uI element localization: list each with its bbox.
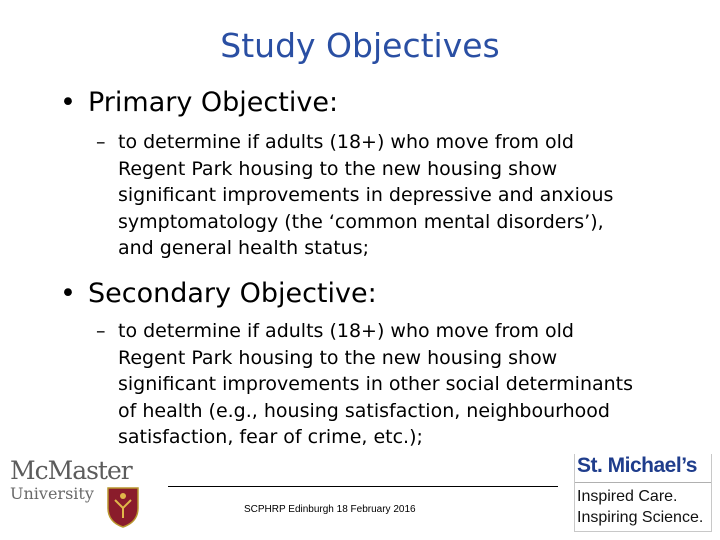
primary-objective-heading: Primary Objective: <box>88 87 339 118</box>
mcmaster-logo-subtitle: University <box>10 484 94 503</box>
footer-divider <box>168 486 558 487</box>
dash-marker: – <box>96 320 106 342</box>
bullet-dot: • <box>60 278 76 309</box>
text-line: and general health status; <box>118 237 370 259</box>
text-line: symptomatology (the ‘common mental disorders’), <box>118 210 604 233</box>
st-michaels-logo-divider <box>575 482 711 483</box>
slide-title: Study Objectives <box>220 26 500 65</box>
text-line: to determine if adults (18+) who move from old <box>118 131 574 153</box>
text-line: Regent Park housing to the new housing show <box>118 157 558 180</box>
text-line: of health (e.g., housing satisfaction, neighbourhood <box>118 399 610 422</box>
text-line: satisfaction, fear of crime, etc.); <box>118 426 423 448</box>
st-michaels-tagline-2: Inspiring Science. <box>577 509 704 526</box>
primary-objective-bullet <box>60 86 338 120</box>
text-line: to determine if adults (18+) who move from old <box>118 320 574 342</box>
dash-marker: – <box>96 131 106 153</box>
primary-objective-text <box>96 129 676 262</box>
st-michaels-logo-name: St. Michael’s <box>577 454 697 477</box>
text-line: Regent Park housing to the new housing show <box>118 346 558 369</box>
mcmaster-logo <box>10 456 142 532</box>
st-michaels-tagline-1: Inspired Care. <box>577 488 678 505</box>
crest-icon <box>106 486 140 528</box>
text-line: significant improvements in depressive and anxious <box>118 184 614 206</box>
secondary-objective-bullet <box>60 277 377 311</box>
footer-text: SCPHRP Edinburgh 18 February 2016 <box>244 504 416 515</box>
bullet-dot: • <box>60 87 76 118</box>
secondary-objective-text <box>96 318 676 451</box>
secondary-objective-heading: Secondary Objective: <box>88 278 377 309</box>
st-michaels-logo <box>574 454 712 532</box>
text-line: significant improvements in other social determinants <box>118 373 634 395</box>
mcmaster-logo-name: McMaster <box>10 456 132 485</box>
